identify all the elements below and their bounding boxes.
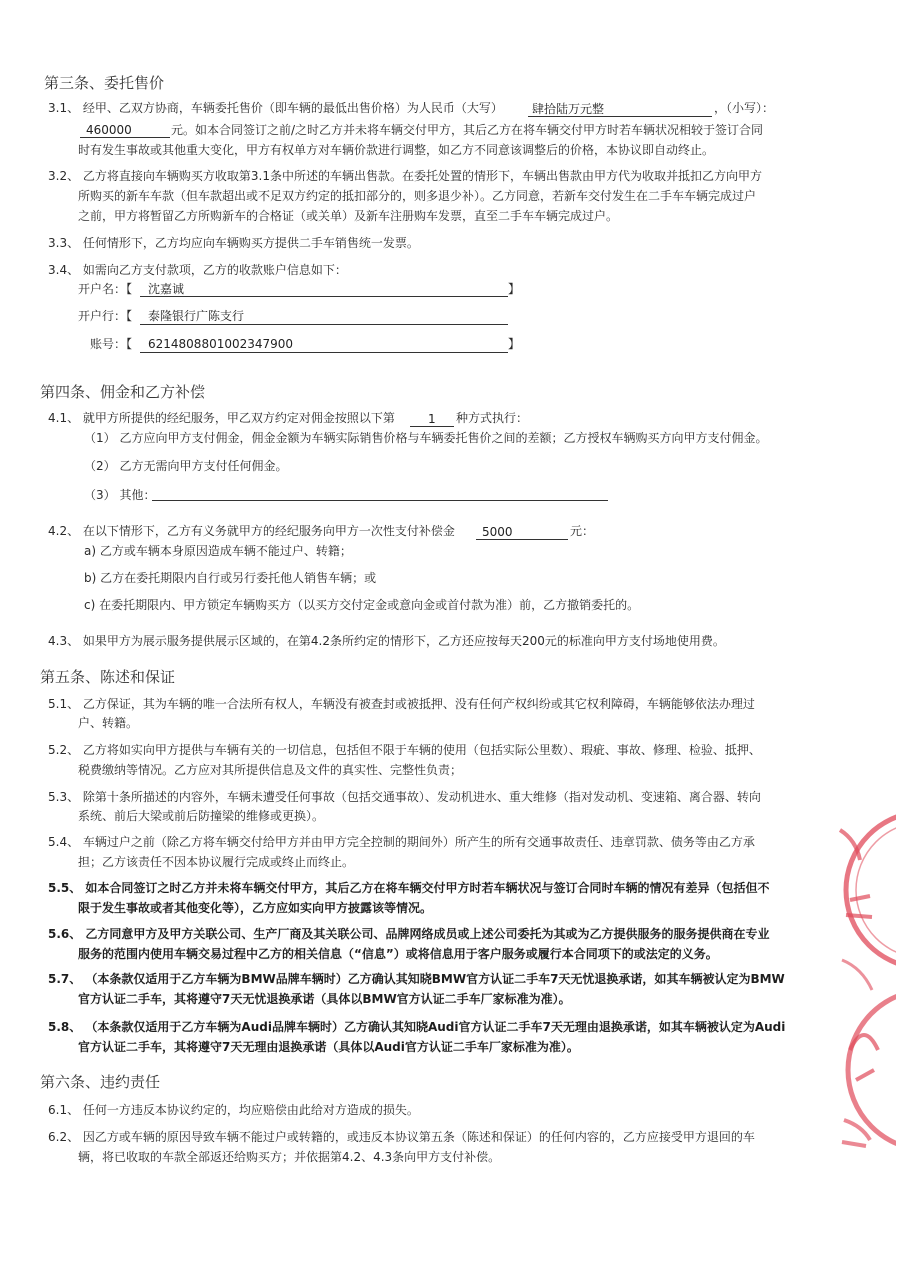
clause-3-1-line3: 时有发生事故或其他重大变化，甲方有权单方对车辆价款进行调整，如乙方不同意该调整后的价格，本协议即自动终止。 <box>78 143 715 157</box>
clause-3-1-line1-end: ，（小写）： <box>714 101 775 115</box>
account-holder-line <box>140 296 508 297</box>
clause-4-2-a: a) 乙方或车辆本身原因造成车辆不能过户、转籍； <box>84 544 352 558</box>
clause-3-2-line2: 所购买的新车车款（但车款超出或不足双方约定的抵扣部分的，则多退少补）。乙方同意，若新车交付发生在二手车车辆完成过户 <box>78 189 757 203</box>
account-number-bracket: 】 <box>508 337 521 351</box>
clause-5-8-line2: 官方认证二手车，其将遵守7天无理由退换承诺（具体以Audi官方认证二手车厂家标准为准）。 <box>78 1040 579 1054</box>
red-seal-stamp <box>836 790 896 1170</box>
clause-3-2-line1: 3.2、 乙方将直接向车辆购买方收取第3.1条中所述的车辆出售款。在委托处置的情形下，车辆出售款由甲方代为收取并抵扣乙方向甲方 <box>48 169 762 183</box>
clause-5-6-line1: 5.6、 乙方同意甲方及甲方关联公司、生产厂商及其关联公司、品牌网络成员或上述公司委托为其或为乙方提供服务的服务提供商在专业 <box>48 927 770 941</box>
account-bank-line <box>140 324 508 325</box>
account-number-label: 账号：【 <box>90 337 133 351</box>
account-holder-value: 沈嘉诚 <box>148 282 185 296</box>
clause-5-3-line1: 5.3、 除第十条所描述的内容外，车辆未遭受任何事故（包括交通事故）、发动机进水、重大维修（指对发动机、变速箱、离合器、转向 <box>48 790 761 804</box>
account-bank-label: 开户行：【 <box>78 309 133 323</box>
compensation-amount: 5000 <box>482 525 513 539</box>
account-number-line <box>140 352 508 353</box>
commission-option-3: （3） 其他： <box>84 488 156 502</box>
clause-5-3-line2: 系统、前后大梁或前后防撞梁的维修或更换）。 <box>78 809 325 823</box>
clause-3-3: 3.3、 任何情形下，乙方均应向车辆购买方提供二手车销售统一发票。 <box>48 236 419 250</box>
clause-5-5-line1: 5.5、 如本合同签订之时乙方并未将车辆交付甲方，其后乙方在将车辆交付甲方时若车辆状况与签订合同时车辆的情况有差异（包括但不 <box>48 881 770 895</box>
account-number-value: 6214808801002347900 <box>148 337 294 351</box>
clause-5-4-line2: 担；乙方该责任不因本协议履行完成或终止而终止。 <box>78 855 355 869</box>
clause-3-1-line2: 元。如本合同签订之前/之时乙方并未将车辆交付甲方，其后乙方在将车辆交付甲方时若车辆状况相较于签订合同 <box>171 123 764 137</box>
article-4-title: 第四条、佣金和乙方补偿 <box>40 383 206 401</box>
clause-5-4-line1: 5.4、 车辆过户之前（除乙方将车辆交付给甲方并由甲方完全控制的期间外）所产生的所有交通事故责任、违章罚款、债务等由乙方承 <box>48 835 755 849</box>
clause-3-4: 3.4、 如需向乙方支付款项，乙方的收款账户信息如下： <box>48 263 347 277</box>
article-3-title: 第三条、委托售价 <box>44 74 165 92</box>
clause-5-7-line1: 5.7、 （本条款仅适用于乙方车辆为BMW品牌车辆时）乙方确认其知晓BMW官方认证二手车7天无忧退换承诺，如其车辆被认定为BMW <box>48 972 785 986</box>
account-holder-bracket: 】 <box>508 282 521 296</box>
commission-option-choice: 1 <box>428 412 436 426</box>
price-number-value: 460000 <box>86 123 132 137</box>
seal-graphic <box>836 790 896 1170</box>
clause-4-2-end: 元： <box>570 524 595 538</box>
compensation-line <box>476 539 568 540</box>
price-words-value: 肆拾陆万元整 <box>532 102 605 116</box>
account-holder-label: 开户名：【 <box>78 282 133 296</box>
commission-option-1: （1） 乙方应向甲方支付佣金，佣金金额为车辆实际销售价格与车辆委托售价之间的差额；乙方授权车辆购买方向甲方支付佣金。 <box>84 431 768 445</box>
clause-5-1-line1: 5.1、 乙方保证，其为车辆的唯一合法所有权人，车辆没有被查封或被抵押、没有任何产权纠纷或其它权利障碍，车辆能够依法办理过 <box>48 697 755 711</box>
clause-6-2-line2: 辆，将已收取的车款全部返还给购买方；并依据第4.2、4.3条向甲方支付补偿。 <box>78 1150 501 1164</box>
commission-option-2: （2） 乙方无需向甲方支付任何佣金。 <box>84 459 288 473</box>
clause-5-6-line2: 服务的范围内使用车辆交易过程中乙方的相关信息（“信息”）或将信息用于客户服务或履行本合同项下的或法定的义务。 <box>78 947 718 961</box>
account-bank-value: 泰隆银行广陈支行 <box>148 309 245 323</box>
clause-5-5-line2: 限于发生事故或者其他变化等），乙方应如实向甲方披露该等情况。 <box>78 901 433 915</box>
other-option-line <box>152 500 608 501</box>
clause-5-2-line1: 5.2、 乙方将如实向甲方提供与车辆有关的一切信息，包括但不限于车辆的使用（包括实际公里数）、瑕疵、事故、修理、检验、抵押、 <box>48 743 761 757</box>
clause-4-1: 4.1、 就甲方所提供的经纪服务，甲乙双方约定对佣金按照以下第 <box>48 411 395 425</box>
clause-6-1: 6.1、 任何一方违反本协议约定的，均应赔偿由此给对方造成的损失。 <box>48 1103 419 1117</box>
clause-5-8-line1: 5.8、 （本条款仅适用于乙方车辆为Audi品牌车辆时）乙方确认其知晓Audi官方认证二手车7天无理由退换承诺，如其车辆被认定为Audi <box>48 1020 786 1034</box>
clause-4-3: 4.3、 如果甲方为展示服务提供展示区域的，在第4.2条所约定的情形下，乙方还应按每天200元的标准向甲方支付场地使用费。 <box>48 634 725 648</box>
clause-6-2-line1: 6.2、 因乙方或车辆的原因导致车辆不能过户或转籍的，或违反本协议第五条（陈述和保证）的任何内容的，乙方应接受甲方退回的车 <box>48 1130 755 1144</box>
clause-3-1-line1: 3.1、 经甲、乙双方协商，车辆委托售价（即车辆的最低出售价格）为人民币（大写） <box>48 101 503 115</box>
clause-5-7-line2: 官方认证二手车，其将遵守7天无忧退换承诺（具体以BMW官方认证二手车厂家标准为准）。 <box>78 992 571 1006</box>
clause-4-2-c: c) 在委托期限内、甲方锁定车辆购买方（以买方交付定金或意向金或首付款为准）前，乙方撤销委托的。 <box>84 598 640 612</box>
clause-4-2-b: b) 乙方在委托期限内自行或另行委托他人销售车辆；或 <box>84 571 377 585</box>
article-5-title: 第五条、陈述和保证 <box>40 668 176 686</box>
article-6-title: 第六条、违约责任 <box>40 1073 161 1091</box>
clause-5-1-line2: 户、转籍。 <box>78 716 139 730</box>
clause-4-2: 4.2、 在以下情形下，乙方有义务就甲方的经纪服务向甲方一次性支付补偿金 <box>48 524 455 538</box>
clause-3-2-line3: 之前，甲方将暂留乙方所购新车的合格证（或关单）及新车注册购车发票，直至二手车车辆完成过户。 <box>78 209 619 223</box>
clause-4-1-end: 种方式执行： <box>456 411 529 425</box>
clause-5-2-line2: 税费缴纳等情况。乙方应对其所提供信息及文件的真实性、完整性负责； <box>78 763 463 777</box>
